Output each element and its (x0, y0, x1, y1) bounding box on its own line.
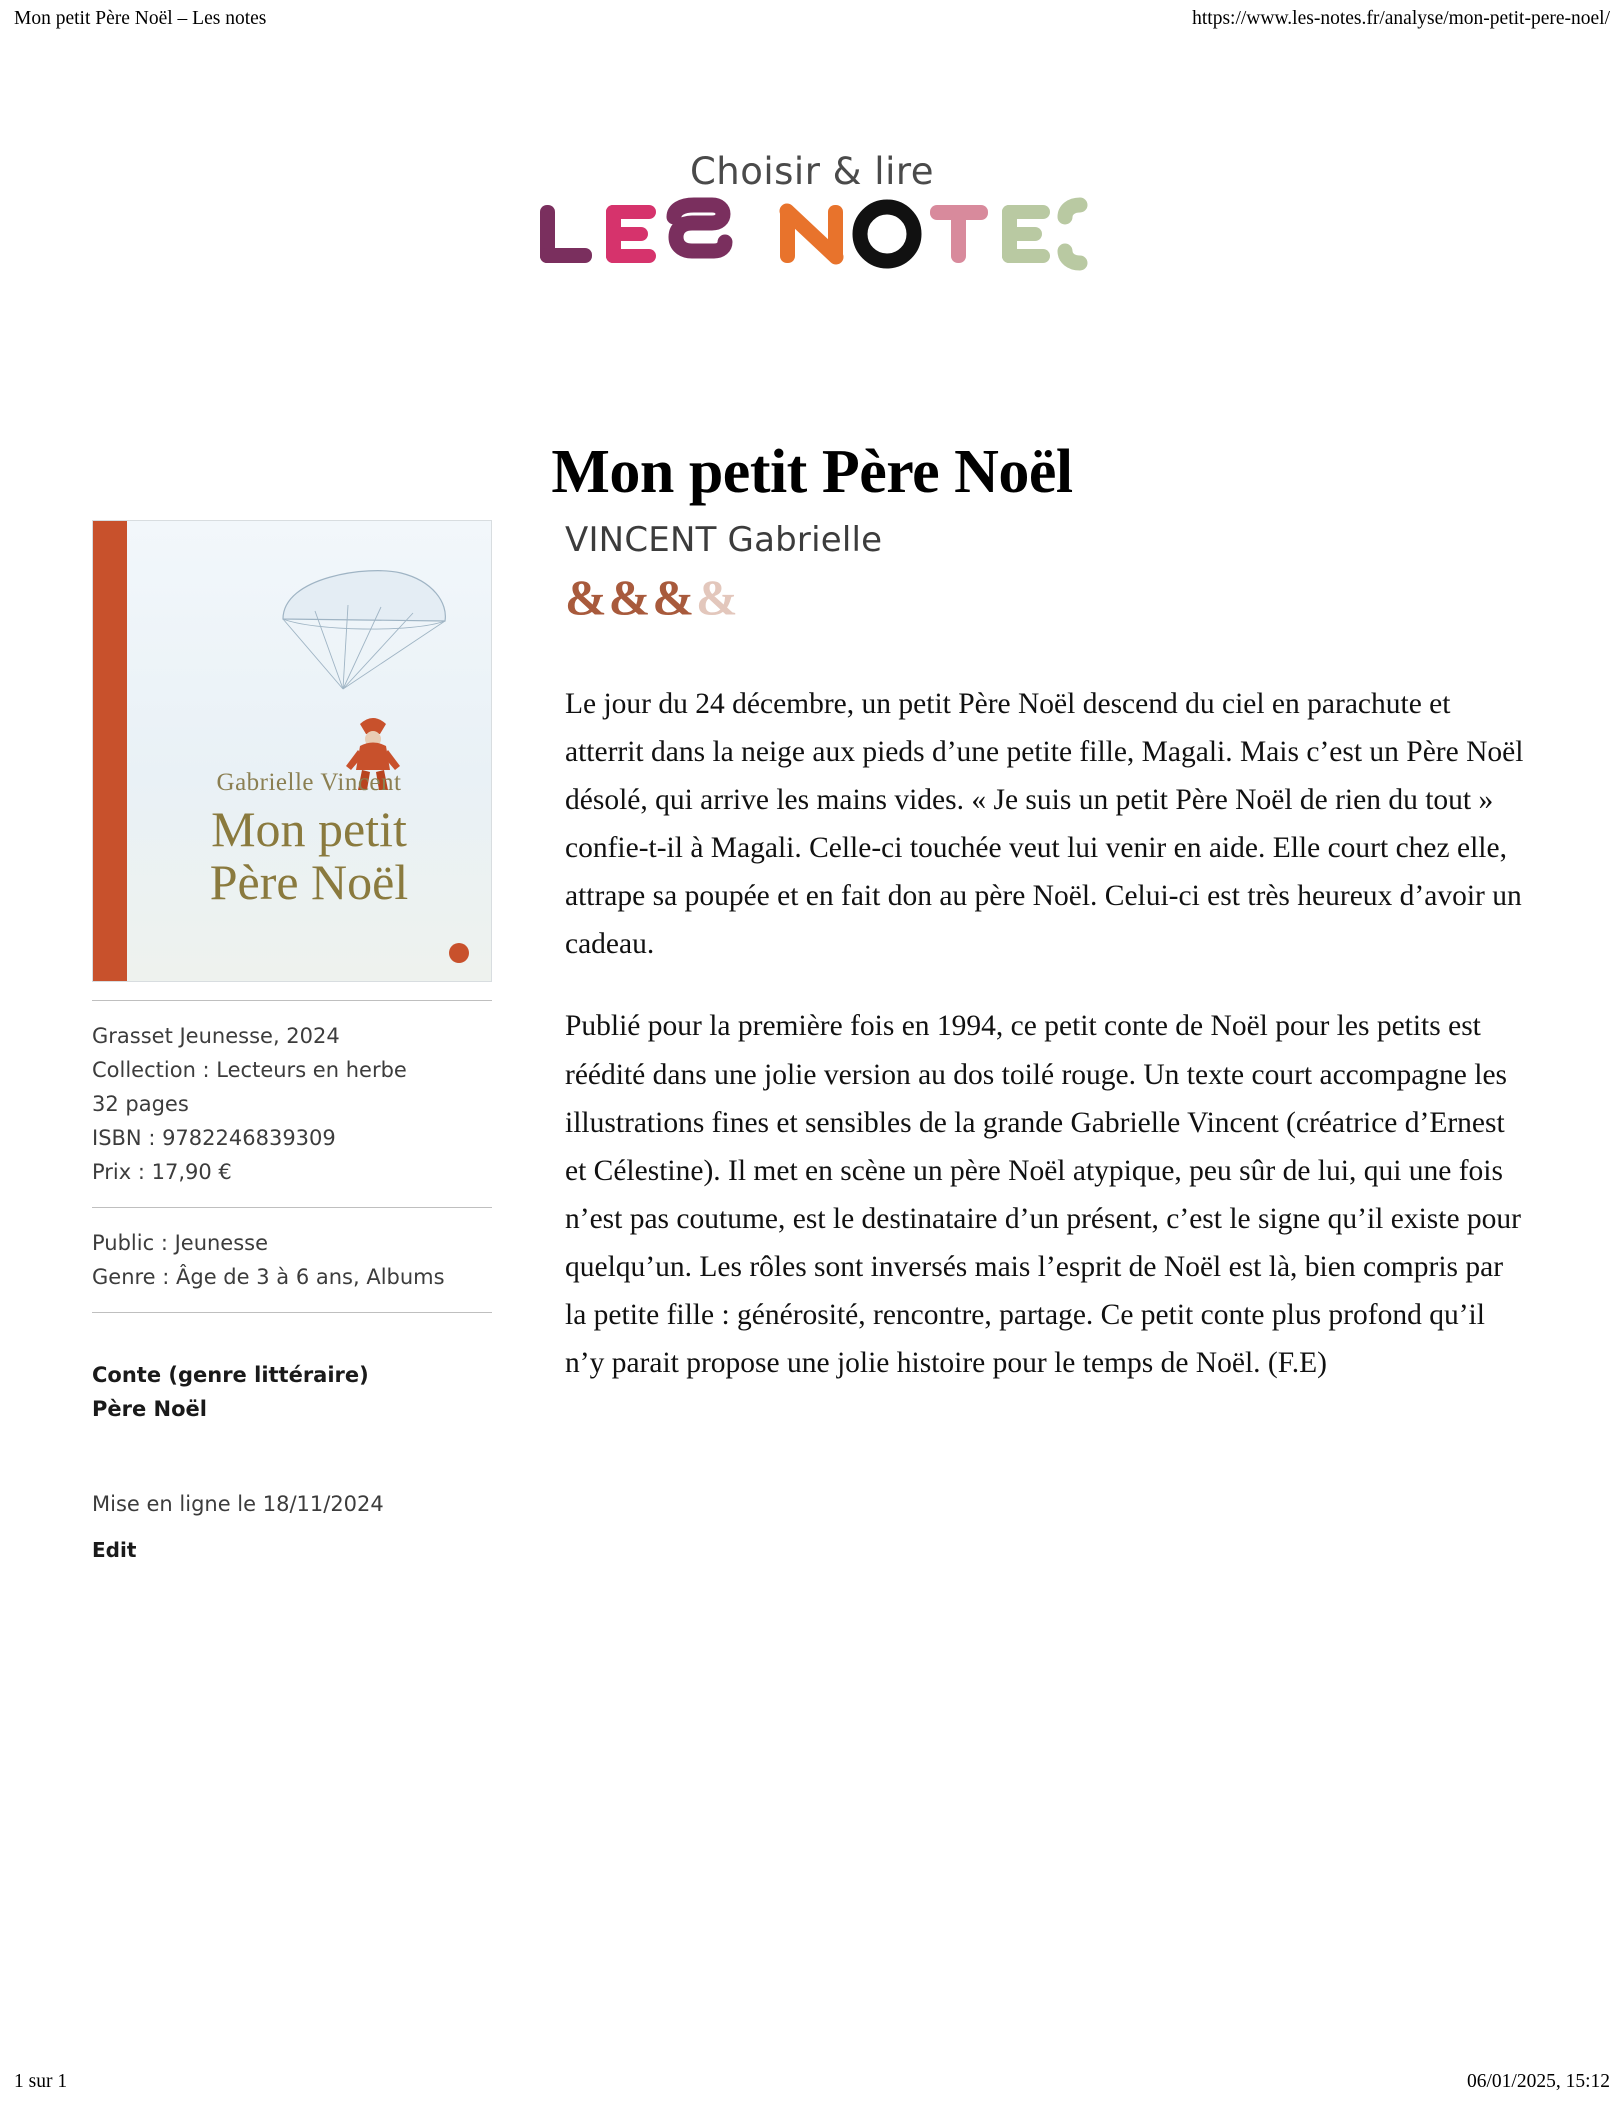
tag-pere-noel[interactable]: Père Noël (92, 1396, 207, 1421)
logo-tagline: Choisir & lire (689, 150, 935, 193)
publication-details (92, 1001, 492, 1189)
rating-symbol-2: & (608, 569, 653, 625)
cover-spine (93, 521, 127, 981)
print-header-title: Mon petit Père Noël – Les notes (14, 8, 267, 29)
book-cover-image (92, 520, 492, 982)
rating-symbol-4: & (695, 569, 740, 625)
review-column (565, 520, 1530, 1421)
pages-line: 32 pages (92, 1092, 189, 1117)
print-header-url: https://www.les-notes.fr/analyse/mon-petit-pere-noel/ (1192, 8, 1610, 29)
publication-date: Mise en ligne le 18/11/2024 (92, 1492, 384, 1517)
rating-symbol-3: & (652, 569, 696, 625)
edit-link[interactable]: Edit (92, 1538, 137, 1563)
logo-wordmark (532, 195, 1092, 280)
page-number: 1 sur 1 (14, 2071, 68, 2092)
publisher-logo-dot (449, 943, 469, 963)
collection-line: Collection : Lecteurs en herbe (92, 1058, 407, 1083)
review-text (565, 622, 1530, 1387)
parachute-illustration (273, 561, 483, 691)
public-line: Public : Jeunesse (92, 1231, 269, 1256)
page-title: Mon petit Père Noël (551, 437, 1073, 506)
print-header (0, 0, 1624, 40)
book-author: VINCENT Gabrielle (565, 520, 883, 560)
cover-title (127, 803, 491, 909)
audience-details (92, 1208, 492, 1294)
cover-author: Gabrielle Vincent (216, 769, 402, 796)
rating-symbol-1: & (565, 569, 609, 625)
cover-title-line2: Père Noël (209, 854, 409, 910)
book-info-column (92, 520, 492, 1562)
isbn-line: ISBN : 9782246839309 (92, 1126, 336, 1151)
genre-line: Genre : Âge de 3 à 6 ans, Albums (92, 1265, 445, 1290)
print-timestamp: 06/01/2025, 15:12 (1466, 2071, 1610, 2092)
print-footer (0, 2071, 1624, 2093)
price-line: Prix : 17,90 € (92, 1160, 232, 1185)
tag-conte[interactable]: Conte (genre littéraire) (92, 1363, 369, 1388)
rating (565, 560, 1530, 625)
subject-tags (92, 1313, 492, 1426)
review-paragraph-2: Publié pour la première fois en 1994, ce petit conte de Noël pour les petits est réédité dans une jolie version au dos toilé rouge. Un texte court accompagne les illustrations fines et sensibles de la grande Gabrielle Vincent (créatrice d’Ernest et Célestine). Il met en scène un père Noël atypique, peu sûr de lui, qui une fois n’est pas coutume, est le destinataire d’un présent, c’est le signe qu’il existe pour quelqu’un. Les rôles sont inversés mais l’esprit de Noël est là, bien compris par la petite fille : générosité, rencontre, partage. Ce petit conte plus profond qu’il n’y parait propose une jolie histoire pour le temps de Noël. (F.E) (565, 1010, 1521, 1380)
publisher-line: Grasset Jeunesse, 2024 (92, 1024, 340, 1048)
review-paragraph-1: Le jour du 24 décembre, un petit Père Noël descend du ciel en parachute et atterrit dans la neige aux pieds d’une petite fille, Magali. Mais c’est un Père Noël désolé, qui arrive les mains vides. « Je suis un petit Père Noël de rien du tout » confie-t-il à Magali. Celle-ci touchée veut lui venir en aide. Elle court chez elle, attrape sa poupée et en fait don au père Noël. Celui-ci est très heureux d’avoir un cadeau. (565, 688, 1524, 961)
cover-title-line1: Mon petit (211, 801, 407, 857)
site-logo[interactable] (0, 150, 1624, 285)
